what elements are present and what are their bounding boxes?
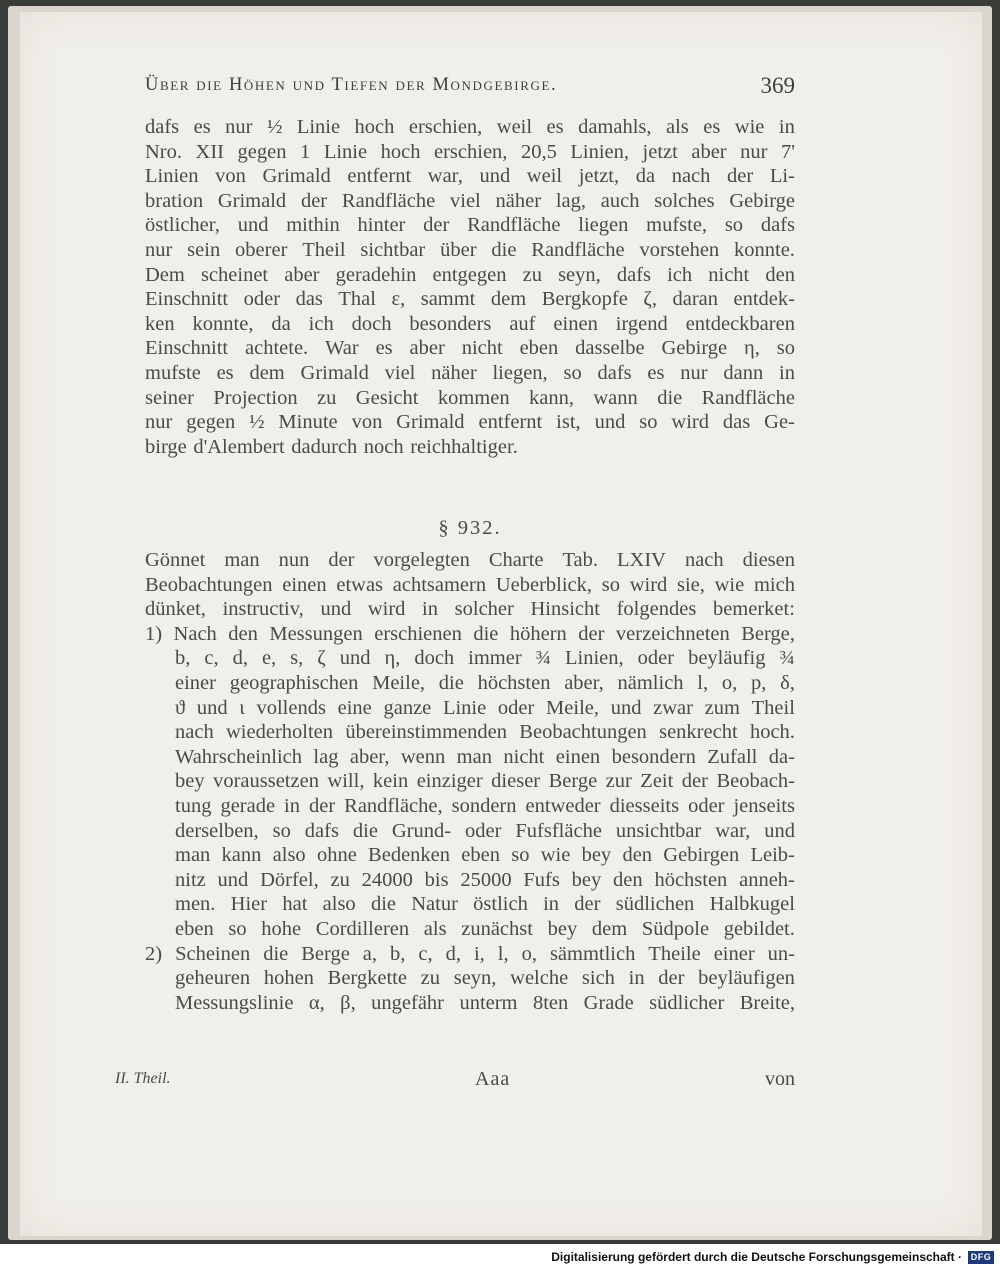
section-heading: § 932.: [438, 517, 502, 539]
signature-mark: II. Theil.: [115, 1070, 171, 1087]
text-line: östlicher, und mithin hinter der Randfläche liegen mufste, so dafs: [145, 214, 795, 237]
text-line: dünket, instructiv, und wird in solcher Hinsicht folgendes bemerket:: [145, 598, 795, 621]
paragraph-2-intro: [145, 548, 795, 622]
text-line: geheuren hohen Bergkette zu seyn, welche sich in der beyläufigen: [175, 967, 795, 990]
list-item-2: [145, 942, 795, 1016]
catchword: von: [765, 1068, 795, 1090]
text-line: birge d'Alembert dadurch noch reichhaltiger.: [145, 435, 518, 458]
text-line: ϑ und ι vollends eine ganze Linie oder Meile, und zwar zum Theil: [175, 696, 795, 719]
text-line: einer geographischen Meile, die höchsten aber, nämlich l, o, p, δ,: [175, 671, 795, 694]
text-line: man kann also ohne Bedenken eben so wie bey den Gebirgen Leib-: [175, 844, 795, 867]
text-line: 1) Nach den Messungen erschienen die höhern der verzeichneten Berge,: [145, 622, 795, 645]
dfg-logo: DFG: [968, 1251, 994, 1264]
text-line: Gönnet man nun der vorgelegten Charte Tab. LXIV nach diesen: [145, 549, 795, 571]
text-line: eben so hohe Cordilleren als zunächst bey dem Südpole gebildet.: [175, 917, 795, 940]
text-line: nur sein oberer Theil sichtbar über die Randfläche vorstehen konnte.: [145, 238, 795, 261]
text-line: 2) Scheinen die Berge a, b, c, d, i, l, o, sämmtlich Theile einer un-: [145, 942, 795, 965]
text-line: nur gegen ½ Minute von Grimald entfernt ist, und so wird das Ge-: [145, 411, 795, 434]
text-line: nach wiederholten übereinstimmenden Beobachtungen senkrecht hoch.: [175, 721, 795, 744]
text-line: b, c, d, e, s, ζ und η, doch immer ¾ Linien, oder beyläufig ¾: [175, 647, 795, 670]
paragraph-1: [145, 115, 795, 459]
text-line: Einschnitt achtete. War es aber nicht eben dasselbe Gebirge η, so: [145, 337, 795, 360]
text-line: Beobachtungen einen etwas achtsamern Ueberblick, so wird sie, wie mich: [145, 573, 795, 596]
text-line: Nro. XII gegen 1 Linie hoch erschien, 20,5 Linien, jetzt aber nur 7': [145, 140, 795, 163]
text-line: tung gerade in der Randfläche, sondern entweder diesseits oder jenseits: [175, 794, 795, 817]
list-item-1: [145, 622, 795, 942]
text-line: seiner Projection zu Gesicht kommen kann, wann die Randfläche: [145, 386, 795, 409]
text-line: derselben, so dafs die Grund- oder Fufsfläche unsichtbar war, und: [175, 819, 795, 842]
running-header: [145, 73, 795, 107]
header-title: Über die Höhen und Tiefen der Mondgebirge.: [145, 75, 558, 95]
text-line: nitz und Dörfel, zu 24000 bis 25000 Fufs bey den höchsten anneh-: [175, 868, 795, 891]
page-number: 369: [760, 73, 795, 98]
text-line: Dem scheinet aber geradehin entgegen zu seyn, dafs ich nicht den: [145, 263, 795, 286]
text-line: bration Grimald der Randfläche viel näher lag, auch solches Gebirge: [145, 189, 795, 212]
digitization-credit: [551, 1249, 994, 1265]
text-line: Wahrscheinlich lag aber, wenn man nicht einen besondern Zufall da-: [175, 745, 795, 768]
text-line: bey voraussetzen will, kein einziger dieser Berge zur Zeit der Beobach-: [175, 770, 795, 793]
page-body: [145, 115, 795, 1014]
text-line: mufste es dem Grimald viel näher liegen, so dafs es nur dann in: [145, 361, 795, 384]
text-line: ken konnte, da ich doch besonders auf einen irgend entdeckbaren: [145, 312, 795, 335]
text-line: men. Hier hat also die Natur östlich in der südlichen Halbkugel: [175, 893, 795, 916]
text-line: Einschnitt oder das Thal ε, sammt dem Bergkopfe ζ, daran entdek-: [145, 288, 795, 311]
text-line: Linien von Grimald entfernt war, und weil jetzt, da nach der Li-: [145, 165, 795, 188]
paragraph-2: [145, 548, 795, 1015]
credit-text: Digitalisierung gefördert durch die Deutsche Forschungsgemeinschaft ·: [551, 1250, 962, 1264]
page-footer: [115, 1068, 795, 1096]
text-line: dafs es nur ½ Linie hoch erschien, weil es damahls, als es wie in: [145, 116, 795, 138]
sheet-mark: Aaa: [475, 1068, 511, 1090]
text-line: Messungslinie α, β, ungefähr unterm 8ten Grade südlicher Breite,: [175, 991, 795, 1014]
